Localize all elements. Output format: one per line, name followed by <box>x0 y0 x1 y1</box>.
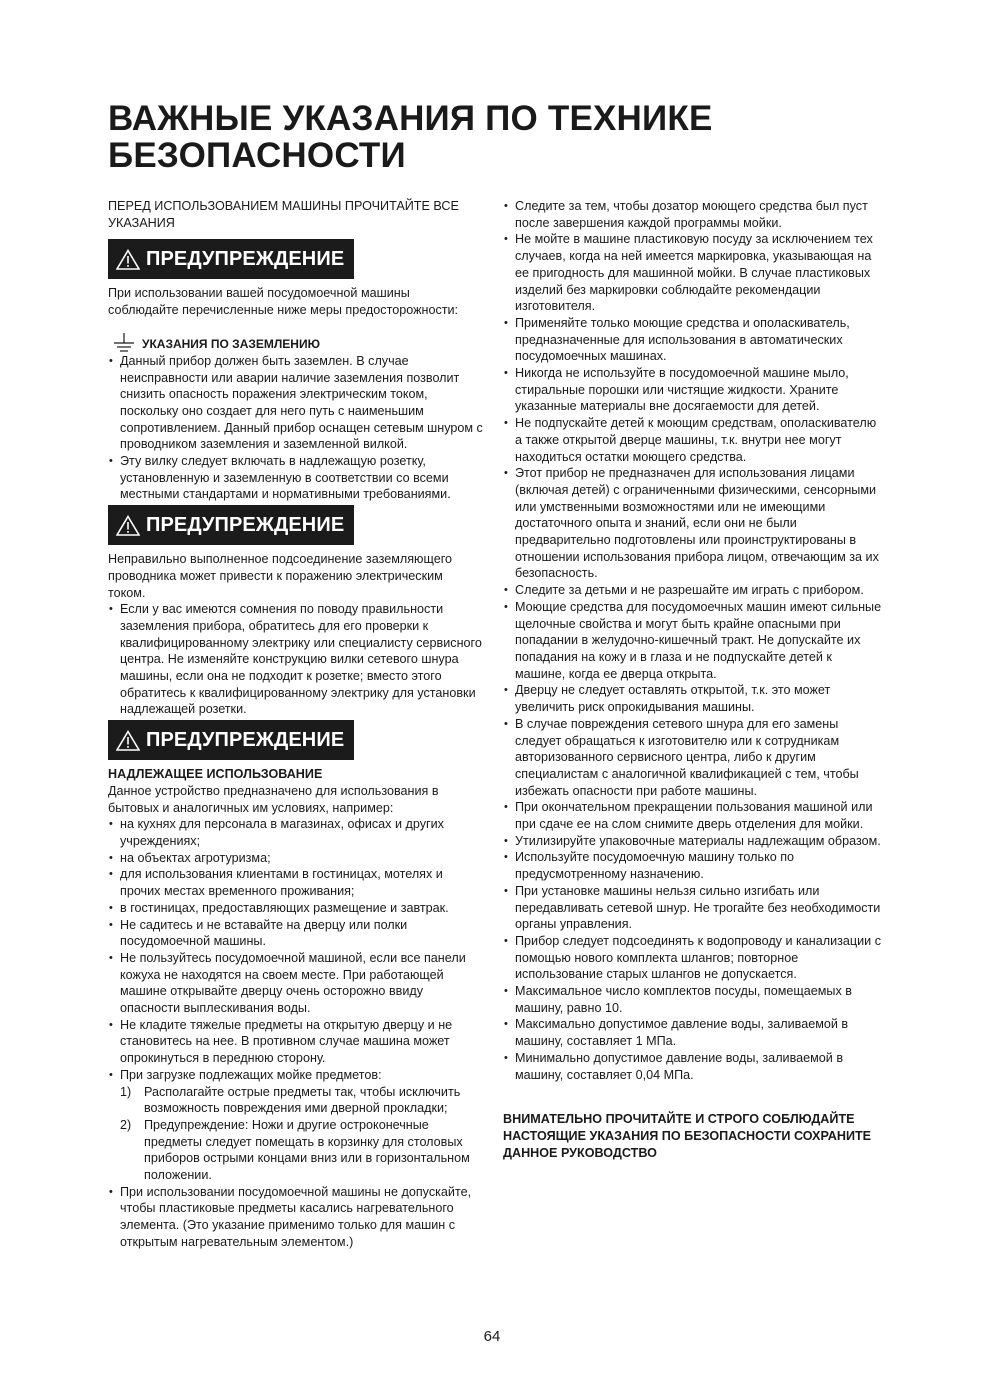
final-notice: ВНИМАТЕЛЬНО ПРОЧИТАЙТЕ И СТРОГО СОБЛЮДАЙТЕ НАСТОЯЩИЕ УКАЗАНИЯ ПО БЕЗОПАСНОСТИ СОХРАНИТЕ ДАННОЕ РУКОВОДСТВО <box>503 1112 872 1160</box>
use-list <box>108 816 483 1083</box>
grounding-list <box>108 353 483 503</box>
warning-banner <box>108 720 354 760</box>
numbered-item <box>120 1084 483 1117</box>
list-item: • Максимально допустимое давление воды, заливаемой в машину, составляет 1 МПа. <box>503 1016 883 1049</box>
list-item: • Не кладите тяжелые предметы на открытую дверцу и не становитесь на нее. В противном случае машина может опрокинуться в переднюю сторону. <box>108 1017 483 1067</box>
warning-label: ПРЕДУПРЕЖДЕНИЕ <box>146 248 345 271</box>
page-number: 64 <box>483 1328 501 1345</box>
list-item: • Утилизируйте упаковочные материалы надлежащим образом. <box>503 833 883 850</box>
list-item: • Этот прибор не предназначен для использования лицами (включая детей) с ограниченными физическими, сенсорными или умственными возможностями или не имеющими достаточного опыта и знаний, если они не были предварительно подготовлены или проинструктированы в отношении использования прибора лицом, отвечающим за их безопасность. <box>503 465 883 582</box>
grounding-heading <box>112 333 483 353</box>
list-item: • на объектах агротуризма; <box>108 850 483 867</box>
list-item: • Не мойте в машине пластиковую посуду за исключением тех случаев, когда на ней имеется маркировка, указывающая на ее пригодность для машинной мойки. В случае пластиковых изделий без маркировки соблюдайте рекомендации изготовителя. <box>503 231 883 315</box>
list-item: • Моющие средства для посудомоечных машин имеют сильные щелочные свойства и могут быть крайне опасными при попадании в желудочно-кишечный тракт. Не допускайте их попадания на кожу и в глаза и не подпускайте детей к машине, когда ее дверца открыта. <box>503 599 883 683</box>
list-item: • Прибор следует подсоединять к водопроводу и канализации с помощью нового комплекта шлангов; повторное использование старых шлангов не допускается. <box>503 933 883 983</box>
list-item: • Не садитесь и не вставайте на дверцу или полки посудомоечной машины. <box>108 917 483 950</box>
warning-banner <box>108 239 354 279</box>
list-item: • При установке машины нельзя сильно изгибать или передавливать сетевой шнур. Не трогайте без необходимости органы управления. <box>503 883 883 933</box>
list-item: • Дверцу не следует оставлять открытой, т.к. это может увеличить риск опрокидывания машины. <box>503 682 883 715</box>
list-item: • Эту вилку следует включать в надлежащую розетку, установленную и заземленную в соответствии со всеми местными стандартами и нормативными требованиями. <box>108 453 483 503</box>
item-number: 1) <box>120 1084 132 1099</box>
list-item: • Следите за тем, чтобы дозатор моющего средства был пуст после завершения каждой программы мойки. <box>503 198 883 231</box>
warning-banner <box>108 505 354 545</box>
warning-label: ПРЕДУПРЕЖДЕНИЕ <box>146 728 345 751</box>
list-item: • на кухнях для персонала в магазинах, офисах и других учреждениях; <box>108 816 483 849</box>
list-item: • Никогда не используйте в посудомоечной машине мыло, стиральные порошки или чистящие жидкости. Храните указанные материалы вне досягаемости для детей. <box>503 365 883 415</box>
numbered-item <box>120 1117 483 1184</box>
list-item: • Применяйте только моющие средства и ополаскиватель, предназначенные для использования в автоматических посудомоечных машинах. <box>503 315 883 365</box>
list-item: • При использовании посудомоечной машины не допускайте, чтобы пластиковые предметы касались нагревательного элемента. (Это указание применимо только для машин с открытым нагревательным элементом.) <box>108 1184 483 1251</box>
left-column <box>108 198 483 1251</box>
right-column <box>503 198 883 1161</box>
item-number: 2) <box>120 1117 132 1132</box>
list-item: • При загрузке подлежащих мойке предметов: <box>108 1067 483 1084</box>
list-item: • Следите за детьми и не разрешайте им играть с прибором. <box>503 582 883 599</box>
paragraph: При использовании вашей посудомоечной машины соблюдайте перечисленные ниже меры предосторожности: <box>108 286 459 318</box>
page-title: ВАЖНЫЕ УКАЗАНИЯ ПО ТЕХНИКЕ БЕЗОПАСНОСТИ <box>108 99 713 175</box>
warning-label: ПРЕДУПРЕЖДЕНИЕ <box>146 513 345 536</box>
list-item: • В случае повреждения сетевого шнура для его замены следует обращаться к изготовителю или к сотрудникам авторизованного сервисного центра, либо к другим специалистам с аналогичной квалификацией с тем, чтобы избежать опасности при работе машины. <box>503 716 883 800</box>
use-list-tail <box>108 1184 483 1251</box>
safety-list <box>503 198 883 1083</box>
list-item: • При окончательном прекращении пользования машиной или при сдаче ее на слом снимите дверь отделения для мойки. <box>503 799 883 832</box>
ground-symbol-icon <box>112 333 136 353</box>
item-text: Предупреждение: Ножи и другие остроконечные предметы следует помещать в корзинку для столовых приборов острыми концами вниз или в горизонтальном положении. <box>144 1117 470 1183</box>
list-item: • Не пользуйтесь посудомоечной машиной, если все панели кожуха не находятся на своем месте. При работающей машине открывайте дверцу очень осторожно ввиду опасности выплескивания воды. <box>108 950 483 1017</box>
warning-triangle-icon <box>116 249 140 270</box>
intro-text: ПЕРЕД ИСПОЛЬЗОВАНИЕМ МАШИНЫ ПРОЧИТАЙТЕ ВСЕ УКАЗАНИЯ <box>108 199 459 230</box>
item-text: Располагайте острые предметы так, чтобы исключить возможность повреждения ими дверной прокладки; <box>144 1084 461 1116</box>
list-item: • Минимально допустимое давление воды, заливаемой в машину, составляет 0,04 МПа. <box>503 1050 883 1083</box>
list-item: • Данный прибор должен быть заземлен. В случае неисправности или аварии наличие заземления позволит снизить опасность поражения электрическим током, поскольку оно создает для него путь с наименьшим сопротивлением. Данный прибор оснащен сетевым шнуром с проводником заземления и заземленной вилкой. <box>108 353 483 453</box>
paragraph: Данное устройство предназначено для использования в бытовых и аналогичных им условиях, например: <box>108 783 439 815</box>
list-item: • Максимальное число комплектов посуды, помещаемых в машину, равно 10. <box>503 983 883 1016</box>
list-item: • в гостиницах, предоставляющих размещение и завтрак. <box>108 900 483 917</box>
list-item: • Если у вас имеются сомнения по поводу правильности заземления прибора, обратитесь для его проверки к квалифицированному электрику или специалисту сервисного центра. Не изменяйте конструкцию вилки сетевого шнура машины, если она не подходит к розетке; вместо этого обратитесь к квалифицированному электрику для установки надлежащей розетки. <box>108 601 483 718</box>
list-item: • Не подпускайте детей к моющим средствам, ополаскивателю а также открытой дверце машины, т.к. внутри нее могут находиться остатки моющего средства. <box>503 415 883 465</box>
grounding-heading-text: УКАЗАНИЯ ПО ЗАЗЕМЛЕНИЮ <box>142 337 320 352</box>
proper-use-heading: НАДЛЕЖАЩЕЕ ИСПОЛЬЗОВАНИЕ <box>108 767 323 782</box>
list-item: • для использования клиентами в гостиницах, мотелях и прочих местах временного проживания; <box>108 866 483 899</box>
list-item: • Используйте посудомоечную машину только по предусмотренному назначению. <box>503 849 883 882</box>
warning-triangle-icon <box>116 515 140 536</box>
warning-list <box>108 601 483 718</box>
paragraph: Неправильно выполненное подсоединение заземляющего проводника может привести к поражению электрическим током. <box>108 552 453 600</box>
warning-triangle-icon <box>116 730 140 751</box>
